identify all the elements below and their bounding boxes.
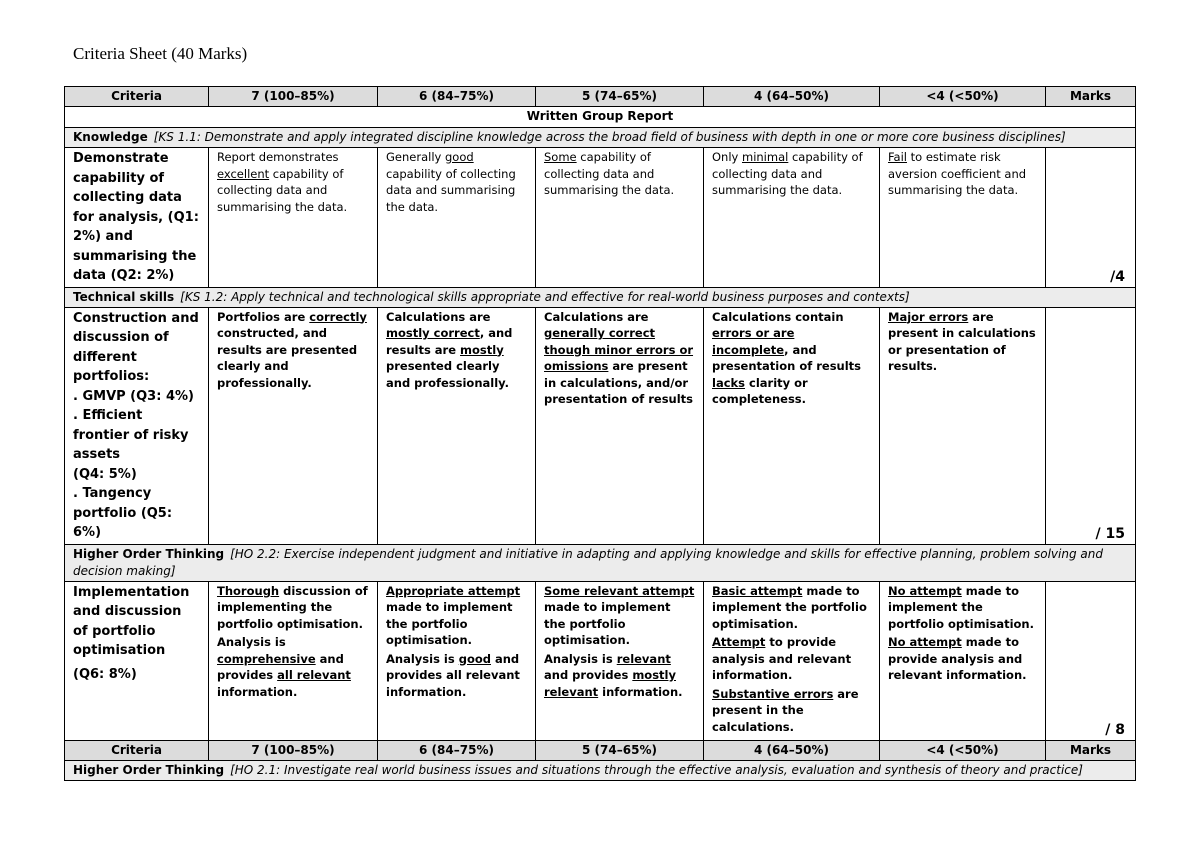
- band-description: [KS 1.2: Apply technical and technological skills appropriate and effective for real-world business purposes and contexts]: [180, 289, 910, 304]
- grade-fail-cell: Fail to estimate risk aversion coefficient and summarising the data.: [880, 148, 1046, 288]
- band-label: Higher Order Thinking: [73, 546, 225, 561]
- section-title: Written Group Report: [65, 107, 1136, 128]
- grade-6-cell: Calculations are mostly correct, and results are mostly presented clearly and professionally.: [378, 307, 536, 544]
- band-label: Knowledge: [73, 130, 148, 144]
- grade-6-cell: Generally good capability of collecting data and summarising the data.: [378, 148, 536, 288]
- grade-5-cell: Some relevant attempt made to implement the portfolio optimisation. Analysis is relevant and provides mostly relevant information.: [536, 581, 704, 740]
- marks-cell: [1046, 148, 1136, 288]
- grade-5-cell: Calculations are generally correct though minor errors or omissions are present in calculations, and/or presentation of results: [536, 307, 704, 544]
- header-marks: Marks: [1046, 87, 1136, 107]
- band-label: Higher Order Thinking: [73, 762, 225, 777]
- marks-cell: [1046, 307, 1136, 544]
- criterion-cell: Construction and discussion of different portfolios: . GMVP (Q3: 4%) . Efficient frontier of risky assets (Q4: 5%) . Tangency portfolio (Q5: 6%): [65, 307, 209, 544]
- header-grade-7: 7 (100–85%): [209, 87, 378, 107]
- criteria-row-knowledge: [65, 148, 1136, 288]
- grade-7-cell: Portfolios are correctly constructed, and results are presented clearly and professionally.: [209, 307, 378, 544]
- header-grade-7: 7 (100–85%): [209, 740, 378, 760]
- criteria-table: [64, 86, 1136, 781]
- band-technical: [65, 287, 1136, 307]
- marks-cell: [1046, 581, 1136, 740]
- criterion-cell: Demonstrate capability of collecting data for analysis, (Q1: 2%) and summarising the data (Q2: 2%): [65, 148, 209, 288]
- header-row: [65, 87, 1136, 107]
- band-description: [KS 1.1: Demonstrate and apply integrated discipline knowledge across the broad field of business with depth in one or more core business disciplines]: [153, 130, 1066, 144]
- header-grade-4: 4 (64–50%): [704, 740, 880, 760]
- criterion-cell: Implementation and discussion of portfolio optimisation (Q6: 8%): [65, 581, 209, 740]
- band-description: [HO 2.2: Exercise independent judgment and initiative in adapting and applying knowledge and skills for effective planning, problem solving and decision making]: [73, 546, 1103, 578]
- grade-fail-cell: No attempt made to implement the portfolio optimisation. No attempt made to provide analysis and relevant information.: [880, 581, 1046, 740]
- header-grade-5: 5 (74–65%): [536, 87, 704, 107]
- grade-4-cell: Calculations contain errors or are incomplete, and presentation of results lacks clarity or completeness.: [704, 307, 880, 544]
- grade-5-cell: Some capability of collecting data and summarising the data.: [536, 148, 704, 288]
- header-grade-fail: <4 (<50%): [880, 87, 1046, 107]
- header-grade-6: 6 (84–75%): [378, 740, 536, 760]
- grade-6-cell: Appropriate attempt made to implement the portfolio optimisation. Analysis is good and provides all relevant information.: [378, 581, 536, 740]
- grade-4-cell: Only minimal capability of collecting data and summarising the data.: [704, 148, 880, 288]
- header-marks: Marks: [1046, 740, 1136, 760]
- marks-value: / 15: [1095, 525, 1125, 542]
- band-higher-order: [65, 544, 1136, 581]
- band-footer: [65, 760, 1136, 780]
- section-row: [65, 107, 1136, 128]
- grade-fail-cell: Major errors are present in calculations or presentation of results.: [880, 307, 1046, 544]
- criteria-row-higher-order: [65, 581, 1136, 740]
- header-criteria: Criteria: [65, 740, 209, 760]
- marks-value: /4: [1110, 268, 1125, 285]
- criteria-row-technical: [65, 307, 1136, 544]
- repeat-header-row: [65, 740, 1136, 760]
- header-grade-4: 4 (64–50%): [704, 87, 880, 107]
- grade-4-cell: Basic attempt made to implement the portfolio optimisation. Attempt to provide analysis and relevant information. Substantive errors are present in the calculations.: [704, 581, 880, 740]
- grade-7-cell: Report demonstrates excellent capability of collecting data and summarising the data.: [209, 148, 378, 288]
- band-knowledge: [65, 128, 1136, 148]
- header-grade-5: 5 (74–65%): [536, 740, 704, 760]
- marks-value: / 8: [1105, 721, 1125, 738]
- page-title: Criteria Sheet (40 Marks): [73, 44, 248, 63]
- header-grade-fail: <4 (<50%): [880, 740, 1046, 760]
- grade-7-cell: Thorough discussion of implementing the portfolio optimisation. Analysis is comprehensive and provides all relevant information.: [209, 581, 378, 740]
- header-grade-6: 6 (84–75%): [378, 87, 536, 107]
- band-description: [HO 2.1: Investigate real world business issues and situations through the effective analysis, evaluation and synthesis of theory and practice]: [230, 762, 1083, 777]
- band-label: Technical skills: [73, 289, 175, 304]
- header-criteria: Criteria: [65, 87, 209, 107]
